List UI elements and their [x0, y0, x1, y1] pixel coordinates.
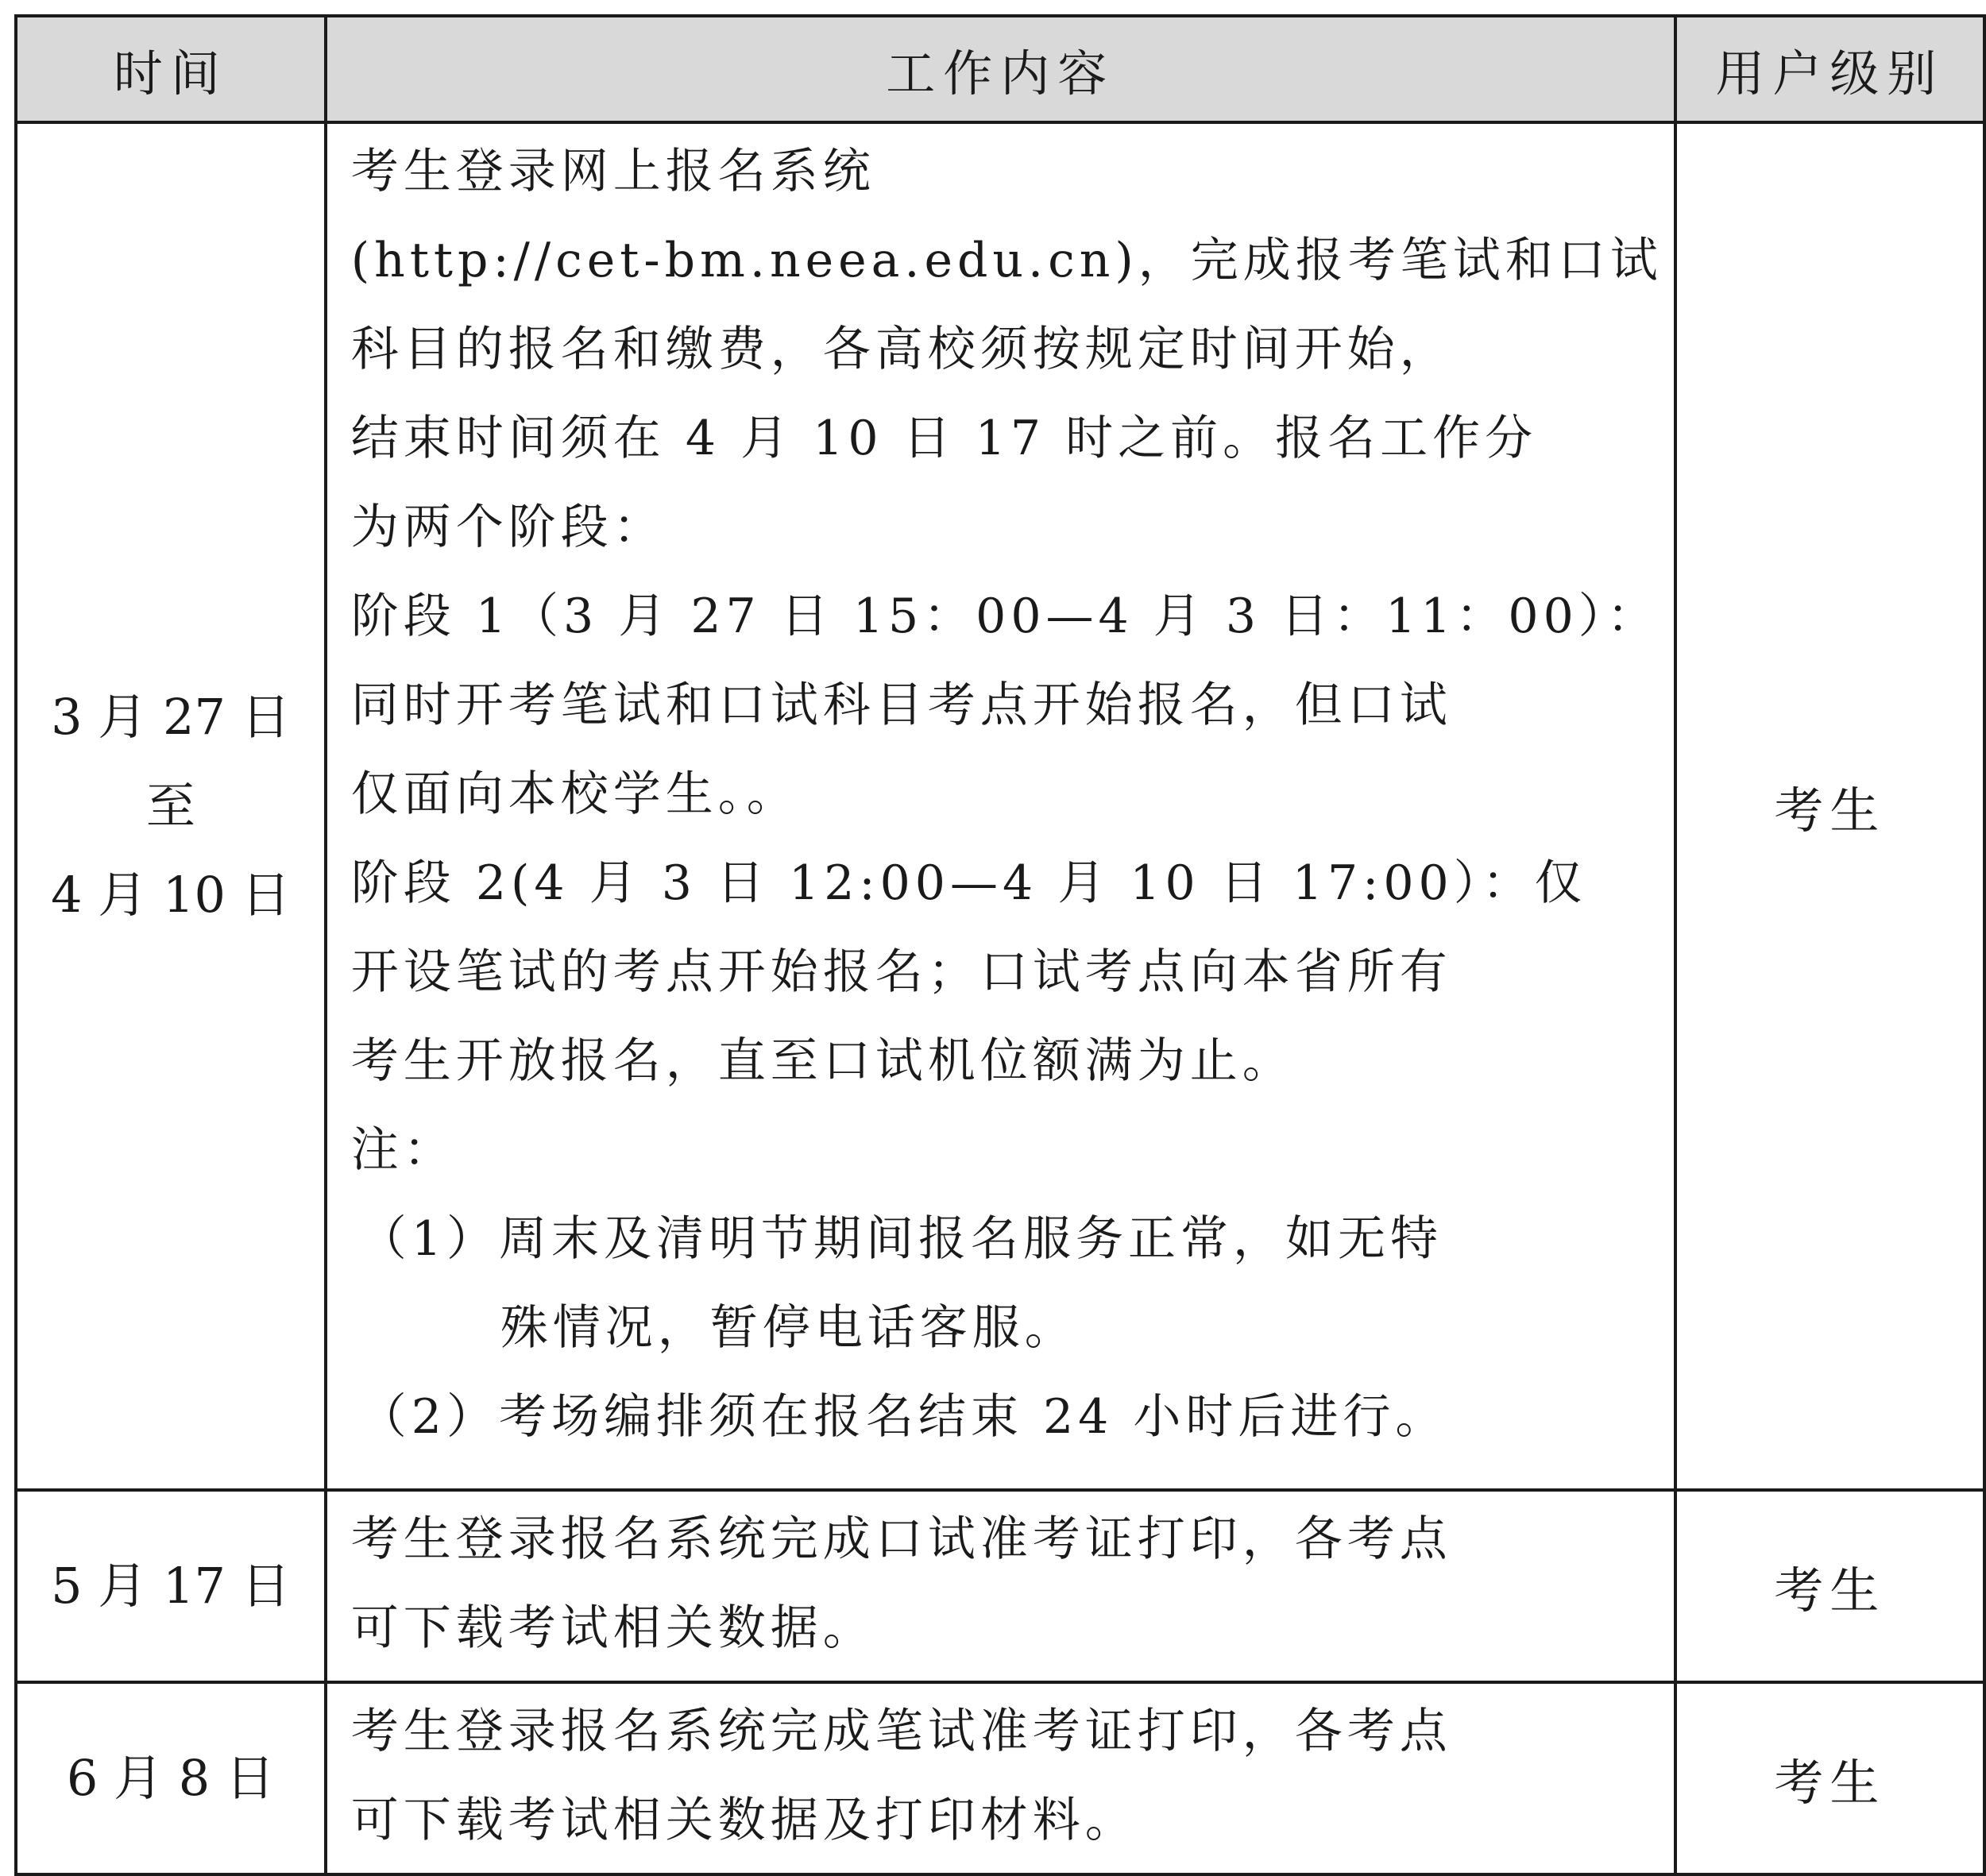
date-line: 6 月 8 日: [66, 1749, 275, 1807]
header-work-content: 工作内容: [326, 16, 1675, 122]
note-item: （1）周末及清明节期间报名服务正常，如无特: [358, 1211, 1443, 1267]
date-cell: [16, 1682, 326, 1874]
content-line: 为两个阶段：: [350, 500, 666, 555]
content-line: 考生登录网上报名系统: [350, 144, 875, 199]
date-line: 4 月 10 日: [51, 866, 291, 924]
note-item: （2）考场编排须在报名结束 24 小时后进行。: [358, 1389, 1448, 1445]
date-line: 3 月 27 日: [51, 688, 291, 746]
note-item-continuation: 殊情况，暂停电话客服。: [500, 1300, 1077, 1356]
table-row: [16, 1490, 1984, 1682]
user-level-cell: 考生: [1675, 1682, 1984, 1874]
content-cell: [326, 1490, 1675, 1682]
content-line: 科目的报名和缴费，各高校须按规定时间开始，: [350, 322, 1452, 377]
date-line: 5 月 17 日: [51, 1557, 291, 1615]
date-line: 至: [145, 777, 195, 835]
content-line: 可下载考试相关数据。: [350, 1600, 875, 1656]
content-line: 可下载考试相关数据及打印材料。: [350, 1793, 1138, 1848]
content-line: 开设笔试的考点开始报名；口试考点向本省所有: [350, 944, 1452, 1000]
user-level-cell: 考生: [1675, 1490, 1984, 1682]
content-line: 结束时间须在 4 月 10 日 17 时之前。报名工作分: [350, 411, 1538, 466]
header-user-level: 用户级别: [1675, 16, 1984, 122]
date-cell: [16, 122, 326, 1490]
note-heading: 注：: [350, 1122, 456, 1178]
header-time: 时间: [16, 16, 326, 122]
content-cell: [326, 122, 1675, 1490]
content-line: 考生开放报名，直至口试机位额满为止。: [350, 1033, 1295, 1089]
header-row: [16, 16, 1984, 122]
date-cell: [16, 1490, 326, 1682]
content-line: (http://cet-bm.neea.edu.cn)，完成报考笔试和口试: [350, 233, 1663, 288]
user-level-cell: 考生: [1675, 122, 1984, 1490]
content-line: 考生登录报名系统完成口试准考证打印，各考点: [350, 1511, 1452, 1567]
schedule-table: [14, 14, 1986, 1876]
table-row: [16, 122, 1984, 1490]
content-cell: [326, 1682, 1675, 1874]
content-line: 阶段 1（3 月 27 日 15：00—4 月 3 日：11：00）：: [350, 589, 1660, 644]
table-row: [16, 1682, 1984, 1874]
content-line: 阶段 2(4 月 3 日 12:00—4 月 10 日 17:00）：仅: [350, 855, 1587, 911]
content-line: 同时开考笔试和口试科目考点开始报名，但口试: [350, 677, 1452, 733]
content-line: 考生登录报名系统完成笔试准考证打印，各考点: [350, 1704, 1452, 1759]
content-line: 仅面向本校学生。。: [350, 766, 799, 822]
